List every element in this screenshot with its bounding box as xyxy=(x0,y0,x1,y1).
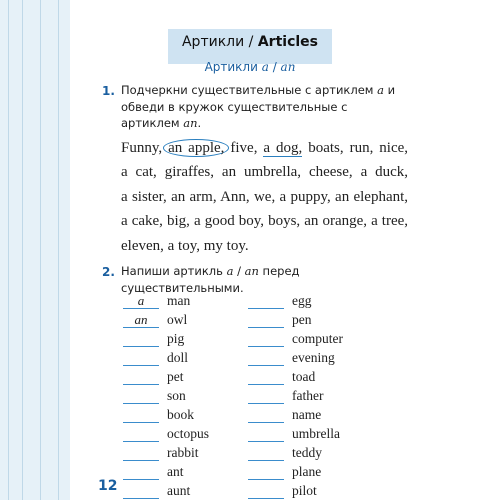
exercise-1-number: 1. xyxy=(102,84,115,98)
noun-word: son xyxy=(167,388,186,403)
article-blank[interactable] xyxy=(248,446,284,461)
article-blank[interactable] xyxy=(123,332,159,347)
word: a cake, xyxy=(121,213,163,230)
word: an elephant, xyxy=(335,188,409,205)
noun-word: pilot xyxy=(292,483,317,498)
subtitle-sep: / xyxy=(268,60,281,74)
instruction-text: и обведи в кружок существительные с артиклем xyxy=(121,83,396,130)
noun-word: owl xyxy=(167,312,188,327)
noun-word: book xyxy=(167,407,194,422)
sidebar-stripe xyxy=(40,0,41,500)
noun-word: egg xyxy=(292,293,312,308)
noun-word: pen xyxy=(292,312,312,327)
noun-word: pet xyxy=(167,369,184,384)
instruction-text: перед существительными. xyxy=(121,264,300,295)
page-title xyxy=(168,34,332,50)
word: Funny, xyxy=(121,140,163,156)
noun-word: name xyxy=(292,407,322,422)
word: giraffes, xyxy=(164,164,214,181)
noun-word: pig xyxy=(167,331,185,346)
instruction-text: . xyxy=(197,116,202,130)
word: boys, xyxy=(268,213,301,230)
word: run, xyxy=(349,140,374,156)
article-blank[interactable] xyxy=(123,465,159,480)
title-en: Articles xyxy=(257,34,318,50)
article-blank[interactable] xyxy=(248,408,284,423)
exercise-2-instruction xyxy=(121,263,406,296)
noun-word: man xyxy=(167,293,191,308)
noun-word: umbrella xyxy=(292,426,340,441)
article-blank[interactable] xyxy=(123,351,159,366)
noun-word: rabbit xyxy=(167,445,199,460)
noun-word: plane xyxy=(292,464,322,479)
article-blank[interactable] xyxy=(248,427,284,442)
article-blank[interactable] xyxy=(248,465,284,480)
title-separator: / xyxy=(244,34,258,50)
instruction-text: Напиши артикль xyxy=(121,264,227,278)
word: an arm, xyxy=(171,188,217,205)
word: a tree, xyxy=(371,213,409,230)
underlined-word: a dog, xyxy=(263,140,303,156)
article-blank[interactable]: an xyxy=(123,313,159,328)
instruction-text: Подчеркни существительные с артиклем xyxy=(121,83,378,97)
word: nice, xyxy=(379,140,409,156)
word: Ann, xyxy=(220,188,250,205)
noun-word: aunt xyxy=(167,483,191,498)
noun-word: father xyxy=(292,388,324,403)
article-blank[interactable] xyxy=(123,408,159,423)
noun-word: teddy xyxy=(292,445,322,460)
page-subtitle xyxy=(168,60,332,74)
noun-word: computer xyxy=(292,331,343,346)
article-blank[interactable] xyxy=(123,484,159,499)
word: a toy, xyxy=(167,237,200,254)
word: we, xyxy=(253,188,276,205)
noun-word: evening xyxy=(292,350,335,365)
article-blank[interactable]: a xyxy=(123,294,159,309)
decorative-sidebar xyxy=(0,0,70,500)
exercise-2-number: 2. xyxy=(102,265,115,279)
article-blank[interactable] xyxy=(248,389,284,404)
subtitle-a: a xyxy=(261,60,269,74)
sidebar-stripe xyxy=(22,0,23,500)
page-number: 12 xyxy=(98,478,118,494)
word: my toy. xyxy=(203,237,249,254)
word: a puppy, xyxy=(279,188,331,205)
subtitle-prefix: Артикли xyxy=(204,60,262,74)
subtitle-an: an xyxy=(280,60,296,74)
title-ru: Артикли xyxy=(181,34,245,50)
word: eleven, xyxy=(121,237,164,254)
instruction-text: / xyxy=(233,264,245,278)
word: cheese, xyxy=(308,164,353,181)
article-blank[interactable] xyxy=(123,370,159,385)
instruction-article-a: a xyxy=(377,83,384,97)
article-blank[interactable] xyxy=(248,313,284,328)
word: an umbrella, xyxy=(221,164,302,181)
article-blank[interactable] xyxy=(123,427,159,442)
noun-word: octopus xyxy=(167,426,209,441)
noun-word: toad xyxy=(292,369,316,384)
circled-word: an apple, xyxy=(163,139,229,157)
word: a duck, xyxy=(360,164,409,181)
article-blank[interactable] xyxy=(248,332,284,347)
article-blank[interactable] xyxy=(248,294,284,309)
article-blank[interactable] xyxy=(123,446,159,461)
article-blank[interactable] xyxy=(248,484,284,499)
article-blank[interactable] xyxy=(123,389,159,404)
word: five, xyxy=(230,140,258,156)
word: a cat, xyxy=(121,164,157,181)
instruction-article-an: an xyxy=(244,264,259,278)
sidebar-stripe xyxy=(58,0,59,500)
word: a sister, xyxy=(121,188,167,205)
word: a good boy, xyxy=(193,213,265,230)
exercise-1-instruction xyxy=(121,82,406,132)
sidebar-stripe xyxy=(8,0,9,500)
word: big, xyxy=(167,213,190,230)
noun-word: ant xyxy=(167,464,184,479)
noun-word: doll xyxy=(167,350,189,365)
word: boats, xyxy=(308,140,344,156)
word: an orange, xyxy=(304,213,368,230)
article-blank[interactable] xyxy=(248,370,284,385)
instruction-article-a: a xyxy=(226,264,234,278)
article-blank[interactable] xyxy=(248,351,284,366)
exercise-1-word-list xyxy=(121,136,408,258)
instruction-article-an: an xyxy=(183,116,198,130)
